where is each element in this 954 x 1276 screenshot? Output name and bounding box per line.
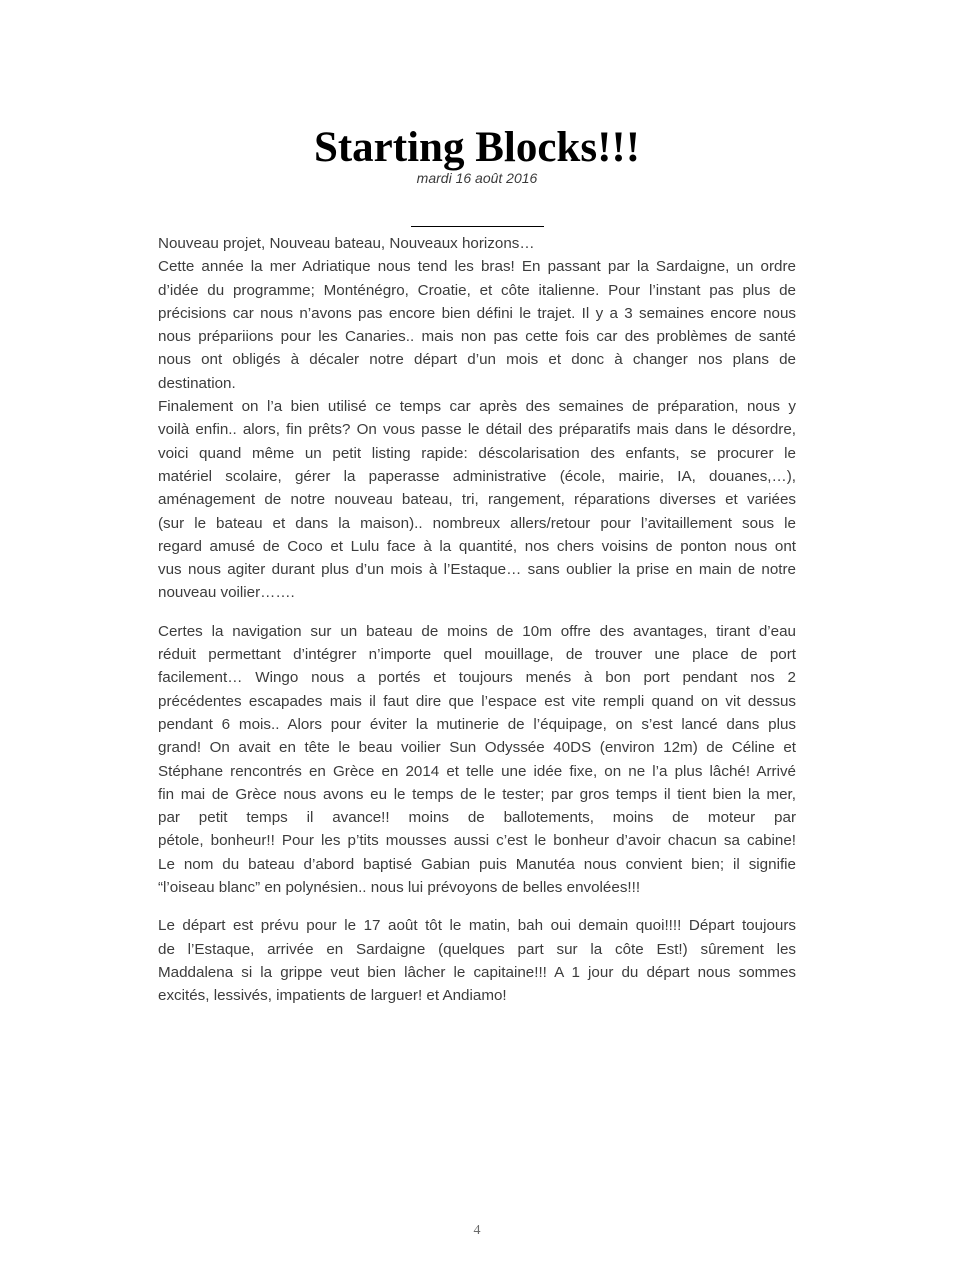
- text-line: voilà enfin.. alors, fin prêts? On vous passe le détail des préparatifs mais dans le désordre,: [158, 421, 796, 439]
- text-line: matériel scolaire, gérer la paperasse administrative (école, mairie, IA, douanes,…),: [158, 467, 796, 485]
- paragraph-destination: [158, 255, 796, 395]
- text-line: excités, lessivés, impatients de larguer! et Andiamo!: [158, 987, 507, 1005]
- text-line: nouveau voilier…….: [158, 584, 295, 602]
- paragraph-preparation: [158, 395, 796, 605]
- text-line: voici quand même un petit listing rapide: déscolarisation des enfants, se procurer le: [158, 444, 796, 462]
- text-line: réduit permettant d’intégrer n’importe quel mouillage, de trouver une place de port: [158, 646, 796, 664]
- text-line: Finalement on l’a bien utilisé ce temps car après des semaines de préparation, nous y: [158, 398, 796, 416]
- paragraph-departure: [158, 914, 796, 1007]
- post-date: mardi 16 août 2016: [416, 170, 538, 186]
- text-line: aménagement de notre nouveau bateau, tri, rangement, réparations diverses et variées: [158, 491, 796, 509]
- text-line: Stéphane rencontrés en Grèce en 2014 et telle une idée fixe, on ne l’a plus lâché! Arrivé: [158, 762, 796, 780]
- page-number: 4: [473, 1223, 481, 1238]
- text-line: Le départ est prévu pour le 17 août tôt le matin, bah oui demain quoi!!!! Départ toujours: [158, 917, 796, 935]
- page-title: Starting Blocks!!!: [313, 124, 641, 171]
- text-line: nous ont obligés à décaler notre départ d’un mois et donc à changer nos plans de: [158, 351, 796, 369]
- text-line: “l’oiseau blanc” en polynésien.. nous lui prévoyons de belles envolées!!!: [158, 879, 641, 897]
- paragraph-intro: [158, 232, 796, 255]
- text-line: destination.: [158, 374, 236, 392]
- article-body: [158, 232, 796, 1008]
- text-line: par petit temps il avance!! moins de ballotements, moins de moteur par: [158, 809, 796, 827]
- text-line: Nouveau projet, Nouveau bateau, Nouveaux horizons…: [158, 235, 535, 252]
- text-line: précédentes escapades mais il faut dire que l’espace est vite rempli quand on vit dessus: [158, 692, 796, 710]
- text-line: vus nous agiter durant plus d’un mois à l’Estaque… sans oublier la prise en main de notre: [158, 561, 796, 579]
- text-line: fin mai de Grèce nous avons eu le temps de le tester; par gros temps il tient bien la mer,: [158, 785, 796, 803]
- text-line: facilement… Wingo nous a portés et toujours menés à bon port pendant nos 2: [158, 669, 796, 687]
- text-line: Certes la navigation sur un bateau de moins de 10m offre des avantages, tirant d’eau: [158, 622, 796, 640]
- text-line: Cette année la mer Adriatique nous tend les bras! En passant par la Sardaigne, un ordre: [158, 258, 796, 276]
- text-line: regard amusé de Coco et Lulu face à la quantité, nos chers voisins de ponton nous ont: [158, 537, 796, 555]
- text-line: Maddalena si la grippe veut bien lâcher le capitaine!!! A 1 jour du départ nous sommes: [158, 963, 796, 981]
- text-line: de l’Estaque, arrivée en Sardaigne (quelques part sur la côte Est!) sûrement les: [158, 940, 796, 958]
- text-line: grand! On avait en tête le beau voilier Sun Odyssée 40DS (environ 12m) de Céline et: [158, 739, 796, 757]
- text-line: nous prépariions pour les Canaries.. mais non pas cette fois car des problèmes de santé: [158, 328, 796, 346]
- text-line: pétole, bonheur!! Pour les p’tits mousses aussi c’est le bonheur d’avoir chacun sa cabine!: [158, 832, 796, 850]
- title-divider: [411, 226, 544, 227]
- text-line: (sur le bateau et dans la maison).. nombreux allers/retour pour l’avitaillement sous le: [158, 514, 796, 532]
- text-line: précisions car nous n’avons pas encore bien défini le trajet. Il y a 3 semaines encore nous: [158, 304, 796, 322]
- paragraph-new-boat: [158, 620, 796, 900]
- text-line: d’idée du programme; Monténégro, Croatie, et côte italienne. Pour l’instant pas plus de: [158, 281, 796, 299]
- text-line: Le nom du bateau d’abord baptisé Gabian puis Manutéa nous convient bien; il signifie: [158, 855, 796, 873]
- text-line: pendant 6 mois.. Alors pour éviter la mutinerie de l’équipage, on s’est lancé dans plus: [158, 715, 796, 733]
